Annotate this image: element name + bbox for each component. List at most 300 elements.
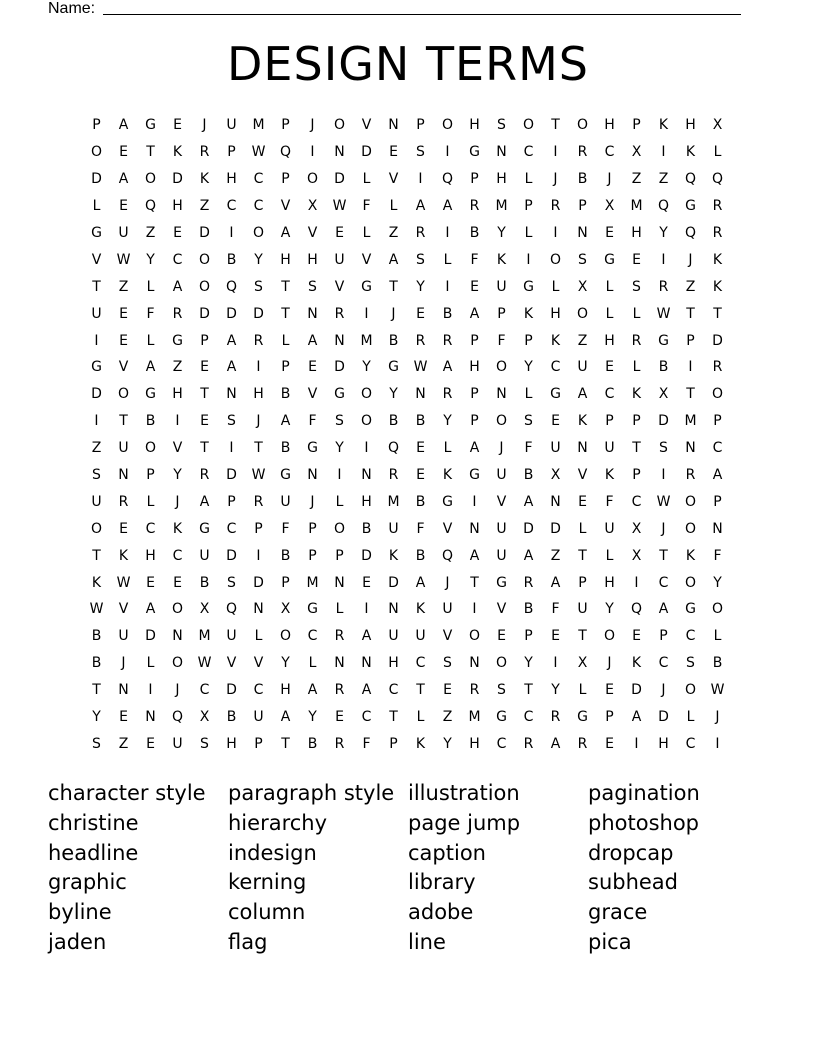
grid-letter: M [387, 493, 400, 510]
grid-letter: K [604, 467, 615, 484]
grid-letter: F [497, 332, 506, 349]
grid-row [83, 139, 731, 166]
grid-letter: O [684, 682, 697, 699]
grid-letter: V [442, 520, 453, 537]
grid-letter: N [334, 655, 345, 672]
grid-letter: D [388, 574, 399, 591]
grid-letter: B [415, 493, 426, 510]
grid-letter: I [256, 359, 261, 376]
grid-letter: K [388, 547, 399, 564]
grid-letter: P [524, 198, 533, 215]
grid-letter: Y [281, 655, 290, 672]
grid-letter: P [497, 305, 506, 322]
grid-letter: R [118, 493, 129, 510]
grid-letter: L [524, 171, 533, 188]
grid-letter: Q [225, 278, 238, 295]
grid-letter: L [335, 493, 344, 510]
grid-letter: N [685, 440, 696, 457]
grid-letter: P [146, 467, 155, 484]
grid-letter: A [712, 467, 723, 484]
grid-letter: Q [279, 144, 292, 161]
grid-letter: F [146, 305, 155, 322]
grid-letter: N [415, 386, 426, 403]
grid-letter: R [415, 332, 426, 349]
grid-letter: Q [225, 601, 238, 618]
grid-letter: O [684, 493, 697, 510]
grid-letter: E [200, 413, 209, 430]
grid-letter: R [523, 735, 534, 752]
grid-letter: B [145, 413, 156, 430]
grid-letter: R [442, 332, 453, 349]
grid-letter: K [550, 332, 561, 349]
grid-letter: U [442, 601, 453, 618]
grid-row [83, 596, 731, 623]
grid-letter: Q [171, 709, 184, 726]
grid-letter: R [550, 709, 561, 726]
grid-letter: L [254, 628, 263, 645]
grid-letter: S [632, 278, 641, 295]
grid-letter: J [661, 520, 666, 537]
grid-letter: Y [389, 386, 398, 403]
grid-letter: F [605, 493, 614, 510]
grid-letter: E [308, 359, 317, 376]
grid-row [83, 542, 731, 569]
grid-letter: F [713, 547, 722, 564]
grid-letter: X [550, 467, 561, 484]
grid-letter: T [92, 547, 101, 564]
grid-letter: G [469, 144, 480, 161]
word-bank-item: illustration [408, 781, 520, 805]
grid-letter: V [361, 117, 372, 134]
grid-letter: A [658, 601, 669, 618]
grid-letter: B [226, 251, 237, 268]
grid-letter: G [91, 225, 102, 241]
grid-letter: U [577, 359, 588, 376]
word-bank-item: christine [48, 810, 139, 835]
grid-letter: X [280, 601, 291, 618]
grid-letter: Z [550, 547, 561, 564]
grid-letter: T [578, 628, 587, 645]
grid-letter: E [119, 144, 128, 161]
grid-letter: X [631, 520, 642, 537]
grid-row [83, 354, 731, 381]
grid-letter: P [335, 547, 344, 564]
word-bank [48, 779, 788, 958]
grid-letter: O [468, 628, 481, 645]
grid-letter: D [172, 171, 183, 188]
grid-letter: R [334, 735, 345, 752]
grid-letter: N [496, 386, 507, 403]
grid-letter: H [604, 574, 615, 591]
grid-letter: D [226, 305, 237, 322]
grid-letter: U [496, 467, 507, 484]
grid-letter: A [361, 682, 372, 699]
grid-letter: B [280, 386, 291, 403]
grid-letter: I [526, 251, 531, 268]
grid-letter: O [495, 655, 508, 672]
grid-letter: F [416, 520, 425, 537]
grid-letter: I [661, 251, 666, 268]
grid-letter: H [685, 117, 696, 134]
grid-letter: F [470, 251, 479, 268]
grid-letter: P [578, 574, 587, 591]
grid-letter: W [656, 305, 671, 322]
grid-row [83, 193, 731, 220]
grid-letter: R [577, 735, 588, 752]
grid-letter: P [416, 117, 425, 134]
grid-letter: U [577, 601, 588, 618]
grid-letter: C [199, 682, 210, 699]
grid-letter: T [200, 386, 209, 403]
grid-letter: P [281, 359, 290, 376]
grid-letter: J [661, 682, 666, 699]
grid-letter: K [523, 305, 534, 322]
grid-letter: O [90, 520, 103, 537]
grid-letter: D [550, 520, 561, 537]
grid-letter: E [578, 493, 587, 510]
grid-letter: P [524, 332, 533, 349]
grid-row [83, 220, 731, 247]
grid-letter: E [416, 467, 425, 484]
grid-letter: U [118, 628, 129, 645]
grid-letter: Z [388, 225, 399, 241]
grid-row [83, 704, 731, 731]
grid-letter: O [684, 520, 697, 537]
word-bank-item: byline [48, 900, 112, 925]
grid-letter: L [146, 332, 155, 349]
grid-letter: B [199, 574, 210, 591]
grid-letter: V [172, 440, 183, 457]
grid-letter: J [175, 682, 180, 699]
grid-letter: G [172, 332, 183, 349]
grid-letter: P [713, 493, 722, 510]
grid-letter: N [469, 520, 480, 537]
word-bank-item: subhead [588, 870, 679, 895]
grid-letter: O [495, 359, 508, 376]
grid-letter: F [308, 413, 317, 430]
grid-row [83, 300, 731, 327]
grid-letter: L [524, 386, 533, 403]
grid-letter: G [307, 601, 318, 618]
grid-letter: N [334, 574, 345, 591]
grid-letter: L [362, 171, 371, 188]
grid-letter: L [551, 278, 560, 295]
grid-letter: P [308, 520, 317, 537]
grid-letter: V [361, 251, 372, 268]
grid-letter: J [445, 574, 450, 591]
grid-letter: P [308, 547, 317, 564]
grid-letter: C [145, 520, 156, 537]
grid-letter: M [198, 628, 211, 645]
grid-letter: Q [441, 547, 454, 564]
grid-letter: A [145, 359, 156, 376]
word-bank-item: flag [228, 929, 268, 954]
grid-letter: R [199, 144, 210, 161]
grid-letter: S [227, 574, 236, 591]
grid-letter: G [685, 198, 696, 215]
grid-letter: A [118, 171, 129, 188]
grid-letter: R [712, 198, 723, 215]
grid-letter: D [712, 332, 723, 349]
grid-letter: O [279, 628, 292, 645]
grid-letter: Z [442, 709, 453, 726]
grid-letter: U [334, 251, 345, 268]
grid-letter: W [656, 493, 671, 510]
grid-letter: T [389, 709, 398, 726]
grid-letter: E [173, 225, 182, 241]
grid-letter: I [337, 467, 342, 484]
grid-letter: K [91, 574, 102, 591]
grid-letter: A [307, 332, 318, 349]
grid-letter: A [577, 386, 588, 403]
grid-letter: A [442, 198, 453, 215]
grid-letter: G [307, 440, 318, 457]
grid-letter: X [577, 278, 588, 295]
grid-letter: K [415, 735, 426, 752]
grid-letter: H [496, 171, 507, 188]
grid-letter: U [199, 547, 210, 564]
grid-letter: U [496, 278, 507, 295]
grid-letter: L [443, 251, 452, 268]
grid-letter: B [91, 655, 102, 672]
grid-letter: U [118, 440, 129, 457]
grid-letter: S [497, 117, 506, 134]
grid-letter: U [415, 628, 426, 645]
grid-letter: M [684, 413, 697, 430]
grid-letter: K [631, 655, 642, 672]
word-bank-item: dropcap [588, 840, 674, 865]
grid-letter: N [334, 332, 345, 349]
grid-letter: I [94, 413, 99, 430]
grid-letter: Y [146, 251, 155, 268]
grid-letter: D [658, 709, 669, 726]
grid-letter: F [524, 440, 533, 457]
grid-letter: H [550, 305, 561, 322]
grid-letter: O [333, 117, 346, 134]
grid-letter: T [281, 735, 290, 752]
grid-letter: T [686, 386, 695, 403]
grid-letter: C [307, 628, 318, 645]
grid-letter: H [469, 359, 480, 376]
grid-letter: J [310, 117, 315, 134]
name-write-line[interactable] [103, 14, 741, 15]
grid-letter: E [146, 735, 155, 752]
grid-letter: R [388, 467, 399, 484]
grid-letter: I [310, 144, 315, 161]
grid-letter: S [443, 655, 452, 672]
grid-letter: K [685, 547, 696, 564]
grid-letter: Y [362, 359, 371, 376]
grid-letter: N [307, 467, 318, 484]
grid-letter: O [117, 386, 130, 403]
grid-letter: Y [497, 225, 506, 241]
word-bank-item: jaden [48, 929, 107, 954]
grid-letter: A [550, 735, 561, 752]
grid-letter: R [253, 332, 264, 349]
grid-letter: E [173, 574, 182, 591]
grid-letter: W [116, 251, 131, 268]
grid-letter: V [577, 467, 588, 484]
grid-letter: W [251, 144, 266, 161]
grid-letter: T [146, 144, 155, 161]
grid-letter: A [172, 278, 183, 295]
grid-letter: X [631, 547, 642, 564]
grid-letter: B [469, 225, 480, 241]
word-bank-item: column [228, 900, 306, 925]
grid-letter: E [146, 574, 155, 591]
grid-letter: J [202, 117, 207, 134]
letter-grid [83, 112, 731, 757]
grid-letter: Q [711, 171, 724, 188]
grid-letter: A [469, 305, 480, 322]
name-field-row [48, 0, 748, 18]
grid-letter: A [415, 198, 426, 215]
grid-letter: J [607, 171, 612, 188]
grid-letter: Y [551, 682, 560, 699]
grid-letter: I [553, 225, 558, 241]
grid-letter: P [713, 413, 722, 430]
grid-letter: V [253, 655, 264, 672]
grid-letter: L [713, 144, 722, 161]
grid-letter: T [686, 305, 695, 322]
grid-letter: C [604, 144, 615, 161]
grid-letter: R [199, 467, 210, 484]
grid-letter: E [119, 198, 128, 215]
grid-letter: N [118, 682, 129, 699]
grid-letter: N [469, 655, 480, 672]
grid-letter: P [254, 735, 263, 752]
grid-letter: N [118, 467, 129, 484]
grid-letter: C [523, 709, 534, 726]
grid-letter: L [146, 493, 155, 510]
word-bank-item: hierarchy [228, 810, 328, 835]
grid-letter: P [470, 386, 479, 403]
grid-letter: E [119, 520, 128, 537]
grid-letter: I [418, 171, 423, 188]
grid-letter: H [253, 386, 264, 403]
grid-letter: E [605, 225, 614, 241]
grid-letter: A [388, 251, 399, 268]
grid-letter: I [148, 682, 153, 699]
grid-letter: X [631, 144, 642, 161]
grid-letter: G [388, 359, 399, 376]
grid-letter: J [715, 709, 720, 726]
grid-letter: I [472, 601, 477, 618]
grid-letter: S [92, 735, 101, 752]
grid-letter: U [118, 225, 129, 241]
grid-letter: K [199, 171, 210, 188]
grid-letter: J [310, 493, 315, 510]
grid-letter: L [443, 440, 452, 457]
grid-letter: B [523, 601, 534, 618]
grid-letter: O [333, 520, 346, 537]
grid-letter: I [445, 225, 450, 241]
grid-letter: U [253, 709, 264, 726]
grid-letter: T [632, 440, 641, 457]
grid-letter: D [226, 467, 237, 484]
grid-letter: O [360, 386, 373, 403]
grid-letter: G [334, 386, 345, 403]
grid-letter: E [335, 709, 344, 726]
grid-letter: P [632, 413, 641, 430]
grid-letter: R [550, 198, 561, 215]
grid-letter: C [253, 682, 264, 699]
grid-letter: T [578, 547, 587, 564]
grid-letter: T [659, 547, 668, 564]
grid-letter: C [253, 171, 264, 188]
grid-row [83, 488, 731, 515]
grid-letter: D [91, 386, 102, 403]
grid-letter: I [229, 440, 234, 457]
grid-letter: F [551, 601, 560, 618]
grid-letter: A [442, 359, 453, 376]
grid-letter: V [280, 198, 291, 215]
grid-letter: G [361, 278, 372, 295]
grid-letter: N [388, 601, 399, 618]
grid-letter: O [549, 251, 562, 268]
grid-letter: X [307, 198, 318, 215]
grid-letter: R [415, 225, 426, 241]
grid-letter: P [281, 574, 290, 591]
grid-letter: R [253, 493, 264, 510]
grid-letter: H [280, 682, 291, 699]
grid-letter: K [685, 144, 696, 161]
puzzle-title: DESIGN TERMS [227, 37, 589, 91]
grid-letter: A [280, 225, 291, 241]
grid-letter: E [605, 682, 614, 699]
grid-letter: G [199, 520, 210, 537]
grid-letter: W [89, 601, 104, 618]
grid-letter: H [658, 735, 669, 752]
grid-letter: X [712, 117, 723, 134]
grid-letter: W [197, 655, 212, 672]
grid-letter: K [118, 547, 129, 564]
grid-letter: C [685, 628, 696, 645]
grid-letter: X [577, 655, 588, 672]
grid-letter: D [199, 305, 210, 322]
grid-letter: T [551, 117, 560, 134]
grid-letter: T [281, 305, 290, 322]
grid-letter: O [684, 574, 697, 591]
grid-letter: S [200, 735, 209, 752]
grid-letter: H [604, 117, 615, 134]
grid-letter: I [364, 601, 369, 618]
grid-letter: P [227, 144, 236, 161]
word-bank-item: graphic [48, 870, 127, 895]
grid-letter: K [577, 413, 588, 430]
grid-letter: M [252, 117, 265, 134]
grid-letter: D [199, 225, 210, 241]
grid-letter: I [634, 735, 639, 752]
grid-letter: E [119, 709, 128, 726]
grid-letter: H [307, 251, 318, 268]
grid-letter: G [577, 709, 588, 726]
grid-row [83, 677, 731, 704]
grid-letter: A [226, 359, 237, 376]
grid-letter: Z [631, 171, 642, 188]
grid-row [83, 166, 731, 193]
grid-letter: N [145, 709, 156, 726]
grid-letter: U [604, 440, 615, 457]
grid-letter: C [415, 655, 426, 672]
grid-letter: C [658, 574, 669, 591]
grid-letter: T [281, 278, 290, 295]
grid-letter: R [658, 278, 669, 295]
grid-letter: M [468, 709, 481, 726]
grid-letter: L [713, 628, 722, 645]
grid-letter: E [119, 305, 128, 322]
grid-letter: Z [658, 171, 669, 188]
